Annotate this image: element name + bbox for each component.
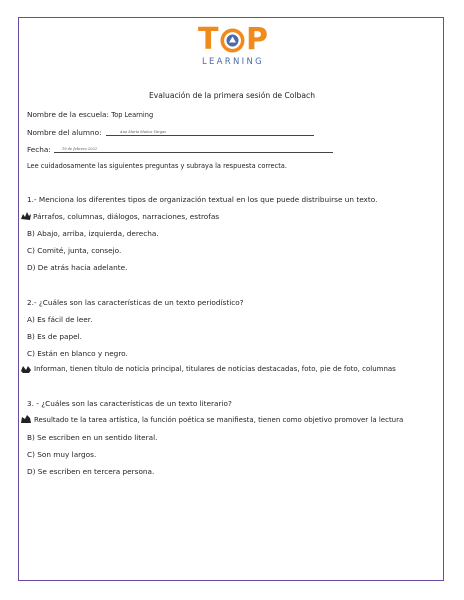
question-2-option-c: C) Están en blanco y negro. xyxy=(27,349,128,358)
answer-mark-icon xyxy=(20,211,32,221)
school-label: Nombre de la escuela: xyxy=(27,110,109,119)
question-3: 3. - ¿Cuáles son las características de un texto literario? xyxy=(27,399,232,408)
instructions: Lee cuidadosamente las siguientes preguntas y subraya la respuesta correcta. xyxy=(27,162,287,170)
date-label: Fecha: xyxy=(27,145,51,154)
logo-target-icon xyxy=(219,27,246,54)
question-2-option-d: Informan, tienen título de noticia principal, titulares de noticias destacadas, foto, pie de foto, columnas xyxy=(34,365,396,373)
question-3-option-b: B) Se escriben en un sentido literal. xyxy=(27,433,158,442)
question-2-option-b: B) Es de papel. xyxy=(27,332,82,341)
student-line xyxy=(106,135,314,136)
logo-letter-t: T xyxy=(198,22,219,57)
student-value: Ana María Muñoz Vargas xyxy=(120,130,167,134)
school-field xyxy=(27,110,153,120)
page-title: Evaluación de la primera sesión de Colbach xyxy=(148,91,316,100)
logo-learning-text: LEARNING xyxy=(201,57,265,67)
logo-letter-p: P xyxy=(246,22,268,57)
school-value: Top Learning xyxy=(111,111,154,119)
question-2: 2.- ¿Cuáles son las características de un texto periodístico? xyxy=(27,298,244,307)
question-1-option-c: C) Comité, junta, consejo. xyxy=(27,246,122,255)
top-learning-logo xyxy=(195,23,271,73)
question-3-option-d: D) Se escriben en tercera persona. xyxy=(27,467,155,476)
date-value: 19 de febrero 2022 xyxy=(62,147,98,151)
date-line xyxy=(54,152,333,153)
question-1: 1.- Menciona los diferentes tipos de organización textual en los que puede distribuirse un texto. xyxy=(27,195,378,204)
question-3-option-a: Resultado te la tarea artística, la función poética se manifiesta, tienen como objetivo promover la lectura xyxy=(34,416,404,424)
question-1-option-d: D) De atrás hacia adelante. xyxy=(27,263,128,272)
answer-mark-icon xyxy=(20,364,32,374)
question-3-option-c: C) Son muy largos. xyxy=(27,450,97,459)
answer-mark-icon xyxy=(20,414,32,424)
question-2-option-a: A) Es fácil de leer. xyxy=(27,315,93,324)
student-label: Nombre del alumno: xyxy=(27,128,102,137)
question-1-option-b: B) Abajo, arriba, izquierda, derecha. xyxy=(27,229,159,238)
question-1-option-a: Párrafos, columnas, diálogos, narraciones, estrofas xyxy=(33,212,220,221)
